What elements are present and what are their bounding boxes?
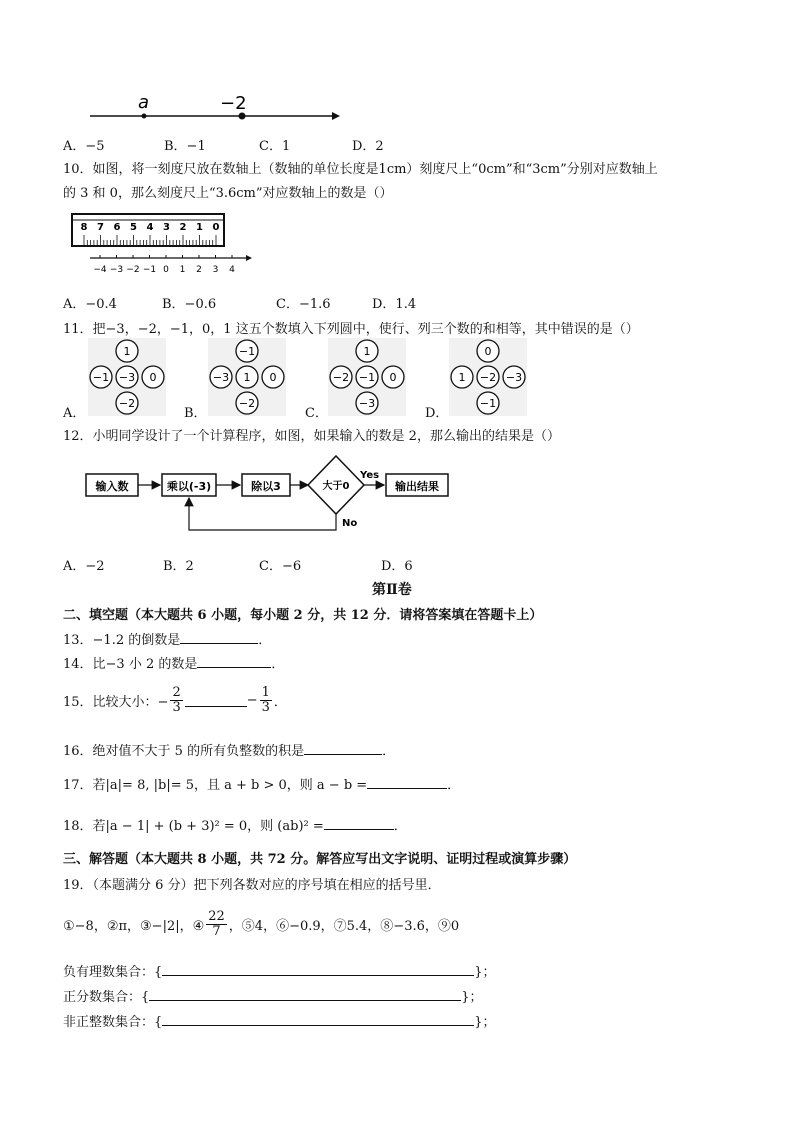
q14: 14．比−3 小 2 的数是 ．: [63, 657, 285, 672]
q17-blank[interactable]: [367, 776, 447, 789]
q12-option-a: A．−2: [63, 559, 105, 574]
set-negative-rational: 负有理数集合：{ }；: [63, 965, 496, 980]
q10-ruler-figure: [66, 212, 256, 278]
q16-blank[interactable]: [304, 742, 382, 755]
q19-numbers: ①−8，②π，③−|2|，④ $\frac{22}{7}$ ，⑤4，⑥−0.9，⑦5.4，⑧−3.6̇，⑨0: [63, 909, 460, 939]
q15-fraction-2: $\frac{1}{3}$: [261, 685, 270, 715]
q9-arrow: [332, 112, 340, 120]
q11-circle-value: −3: [212, 371, 230, 384]
q9-option-a: A．−5: [63, 139, 105, 154]
section3-heading: 三、解答题（本大题共 8 小题，共 72 分。解答应写出文字说明、证明过程或演算步骤）: [63, 852, 577, 867]
set3-blank[interactable]: [162, 1013, 474, 1026]
q11-circle-value: −2: [118, 397, 136, 410]
q11-option-letter: C．: [305, 406, 328, 421]
q11-circle-value: −2: [479, 371, 497, 384]
q10-option-d: D．1.4: [372, 297, 417, 312]
q11-circle-value: −3: [358, 397, 376, 410]
q11-circle-value: −2: [238, 397, 256, 410]
q11-circle-value: 0: [149, 371, 157, 384]
flow-box-divide-label: 除以3: [251, 480, 281, 493]
flow-box-multiply-label: 乘以(-3): [166, 480, 212, 493]
q11-figure-a: [88, 338, 166, 416]
q11-circle-value: −3: [505, 371, 523, 384]
q10-text-line1: 10．如图，将一刻度尺放在数轴上（数轴的单位长度是1cm）刻度尺上“0cm”和“3cm”分别对应数轴上: [63, 162, 658, 177]
q10-axis-arrow: [246, 255, 252, 261]
q18: 18．若|a − 1| + (b + 3)² = 0，则 (ab)² = ．: [63, 819, 407, 834]
q11-circle-value: −1: [238, 345, 256, 358]
q11-circle-value: 0: [389, 371, 397, 384]
q9-option-b: B．−1: [164, 139, 206, 154]
ruler-digit: 1: [196, 222, 203, 233]
ruler-digit: 4: [146, 222, 154, 233]
flow-no-label: No: [342, 518, 358, 529]
flow-loop-line: [189, 498, 336, 530]
flow-box-input-label: 输入数: [95, 480, 129, 493]
q12-option-d: D．6: [381, 559, 413, 574]
axis-label: 4: [229, 265, 235, 275]
q11-circle-value: 1: [363, 345, 371, 358]
q11-text: 11．把−3，−2，−1，0，1 这五个数填入下列圆中，使行、列三个数的和相等，其中错误的是（）: [63, 322, 639, 337]
q12-option-b: B．2: [163, 559, 194, 574]
ruler-digit: 5: [130, 222, 137, 233]
q11-circle-value: 0: [269, 371, 277, 384]
ruler-digit: 7: [97, 222, 104, 233]
q11-figure-c: [328, 338, 406, 416]
q11-circle-value: −2: [332, 371, 350, 384]
q10-text-line2: 的 3 和 0，那么刻度尺上“3.6cm”对应数轴上的数是（）: [63, 186, 393, 201]
flow-decision-label: 大于0: [322, 481, 350, 492]
q11-option-letter: A．: [63, 406, 86, 421]
q12-text: 12．小明同学设计了一个计算程序，如图，如果输入的数是 2，那么输出的结果是（）: [63, 429, 560, 444]
q13-blank[interactable]: [180, 631, 258, 644]
q13: 13．−1.2 的倒数是 ．: [63, 633, 272, 648]
q9-point-a: [142, 114, 147, 119]
q14-text: 14．比−3 小 2 的数是: [63, 657, 198, 672]
axis-label: 3: [212, 265, 219, 275]
q9-label-a: a: [138, 92, 150, 113]
q11-circle-value: −1: [92, 371, 110, 384]
q10-option-a: A．−0.4: [63, 297, 117, 312]
q18-text: 18．若|a − 1| + (b + 3)² = 0，则 (ab)² =: [63, 819, 324, 834]
flow-yes-label: Yes: [360, 470, 380, 481]
q11-circle-value: −3: [118, 371, 136, 384]
q17-text: 17．若|a|= 8, |b|= 5，且 a + b > 0，则 a − b =: [63, 778, 368, 793]
ruler-digit: 0: [212, 222, 220, 233]
ruler-digit: 2: [179, 222, 187, 233]
axis-label: −2: [126, 265, 140, 275]
q10-option-c: C．−1.6: [276, 297, 331, 312]
axis-label: 1: [179, 265, 186, 275]
q16: 16．绝对值不大于 5 的所有负整数的积是 ．: [63, 744, 396, 759]
set-non-positive-integer: 非正整数集合：{ }；: [63, 1015, 496, 1030]
q15-fraction-1: $\frac{2}{3}$: [172, 685, 181, 715]
q14-blank[interactable]: [197, 655, 271, 668]
q11-circle-value: −1: [479, 397, 497, 410]
q19-text: 19．（本题满分 6 分）把下列各数对应的序号填在相应的括号里．: [63, 878, 441, 893]
axis-label: −4: [93, 265, 107, 275]
axis-label: −1: [142, 265, 157, 275]
q10-option-b: B．−0.6: [162, 297, 217, 312]
q11-circle-value: −1: [358, 371, 376, 384]
q18-blank[interactable]: [324, 817, 394, 830]
set-positive-fraction: 正分数集合：{ }；: [63, 990, 483, 1005]
q9-label-neg2: −2: [220, 93, 247, 114]
q17: 17．若|a|= 8, |b|= 5，且 a + b > 0，则 a − b = ．: [63, 778, 461, 793]
set2-blank[interactable]: [149, 988, 461, 1001]
ruler-digit: 6: [113, 222, 121, 233]
volume-title: 第Ⅱ卷: [372, 582, 412, 598]
q11-circle-value: 1: [243, 371, 251, 384]
q11-circle-value: 1: [458, 371, 466, 384]
axis-label: 0: [163, 265, 169, 275]
q15: 15．比较大小：− $\frac{2}{3}$ − $\frac{1}{3}$ ．: [63, 685, 287, 715]
q15-text: 15．比较大小：−: [63, 695, 169, 710]
q9-number-line: [88, 92, 348, 126]
q11-option-letter: D．: [425, 406, 449, 421]
q12-flowchart: [84, 454, 454, 536]
q9-option-d: D．2: [352, 139, 384, 154]
section2-heading: 二、填空题（本大题共 6 小题，每小题 2 分，共 12 分．请将答案填在答题卡上）: [63, 608, 543, 623]
set1-blank[interactable]: [162, 963, 474, 976]
q11-option-letter: B．: [184, 406, 207, 421]
q15-blank[interactable]: [185, 694, 247, 707]
q11-circle-value: 0: [484, 345, 492, 358]
q11-figure-d: [449, 338, 527, 416]
axis-label: 2: [196, 265, 202, 275]
q16-text: 16．绝对值不大于 5 的所有负整数的积是: [63, 744, 305, 759]
q9-option-c: C．1: [259, 139, 291, 154]
q10-ruler-digits: [81, 222, 220, 233]
q11-circle-value: 1: [123, 345, 131, 358]
q11-figure-b: [208, 338, 286, 416]
q12-option-c: C．−6: [259, 559, 302, 574]
ruler-digit: 8: [80, 222, 88, 233]
axis-label: −3: [109, 265, 124, 275]
flow-box-output-label: 输出结果: [395, 480, 439, 493]
ruler-digit: 3: [163, 222, 170, 233]
q13-text: 13．−1.2 的倒数是: [63, 633, 181, 648]
q19-fraction: $\frac{22}{7}$: [208, 909, 225, 939]
